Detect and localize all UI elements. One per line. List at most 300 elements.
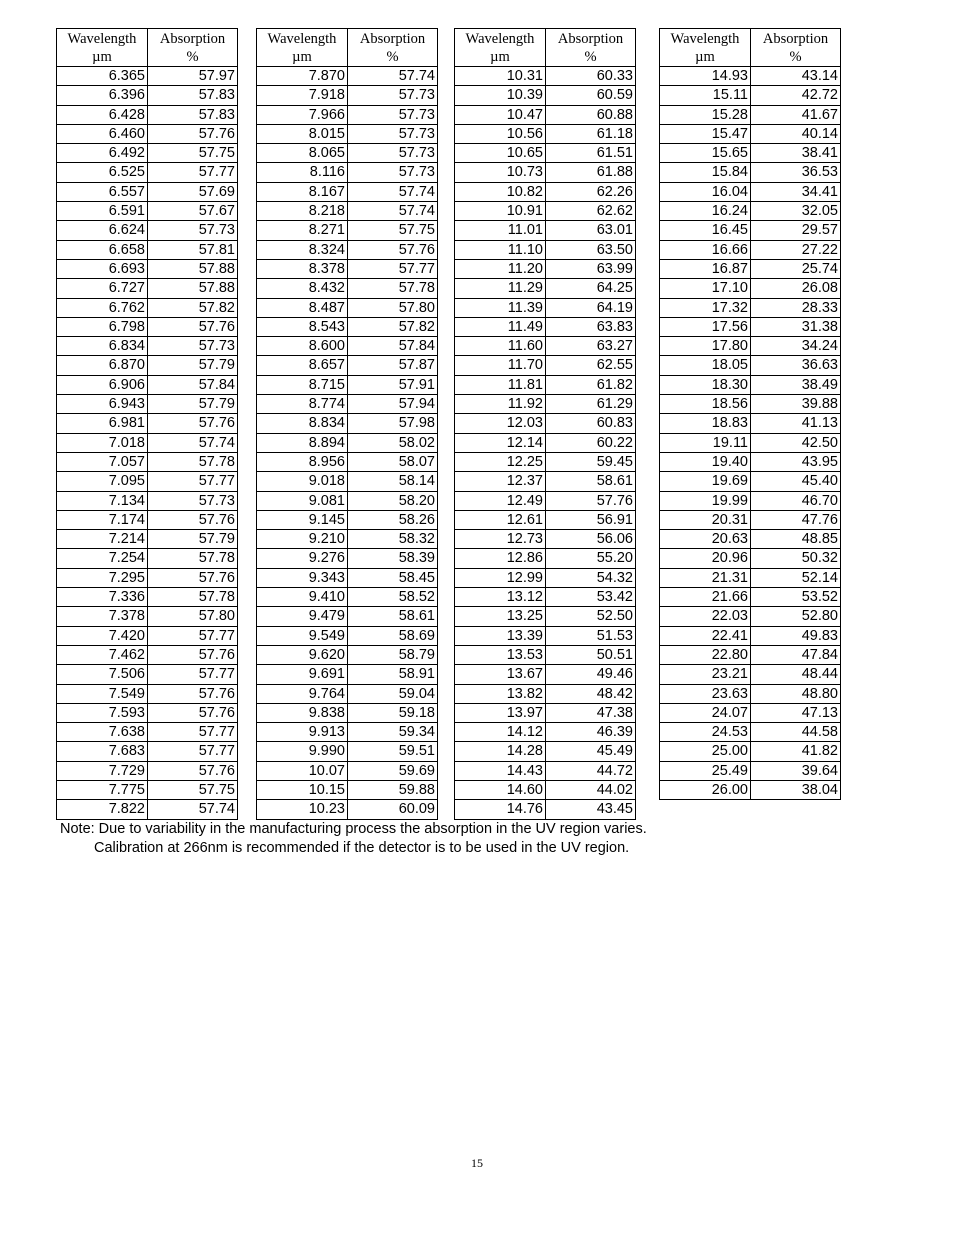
table-row xyxy=(257,549,438,568)
table-row xyxy=(57,568,238,587)
wavelength-cell: 7.420 xyxy=(57,626,148,645)
wavelength-cell: 14.28 xyxy=(455,742,546,761)
table-row xyxy=(257,67,438,86)
wavelength-cell: 6.591 xyxy=(57,202,148,221)
wavelength-cell: 8.324 xyxy=(257,240,348,259)
table-row xyxy=(660,375,841,394)
absorption-cell: 60.22 xyxy=(546,433,636,452)
wavelength-cell: 11.39 xyxy=(455,298,546,317)
wavelength-cell: 8.065 xyxy=(257,144,348,163)
table-row xyxy=(57,645,238,664)
wavelength-cell: 10.31 xyxy=(455,67,546,86)
wavelength-cell: 11.20 xyxy=(455,259,546,278)
table-row xyxy=(660,163,841,182)
wavelength-cell: 25.00 xyxy=(660,742,751,761)
absorption-cell: 58.32 xyxy=(348,530,438,549)
table-row xyxy=(455,279,636,298)
absorption-cell: 48.85 xyxy=(751,530,841,549)
wavelength-cell: 13.82 xyxy=(455,684,546,703)
absorption-cell: 48.80 xyxy=(751,684,841,703)
wavelength-cell: 6.365 xyxy=(57,67,148,86)
table-row xyxy=(660,67,841,86)
wavelength-cell: 22.41 xyxy=(660,626,751,645)
wavelength-cell: 9.913 xyxy=(257,723,348,742)
wavelength-cell: 12.25 xyxy=(455,452,546,471)
absorption-cell: 41.67 xyxy=(751,105,841,124)
absorption-cell: 31.38 xyxy=(751,317,841,336)
wavelength-cell: 11.01 xyxy=(455,221,546,240)
table-row xyxy=(57,356,238,375)
wavelength-cell: 8.774 xyxy=(257,395,348,414)
absorption-cell: 60.09 xyxy=(348,800,438,819)
wavelength-cell: 18.05 xyxy=(660,356,751,375)
table-row xyxy=(57,67,238,86)
wavelength-cell: 10.39 xyxy=(455,86,546,105)
table-row xyxy=(57,375,238,394)
table-row xyxy=(455,742,636,761)
wavelength-cell: 12.49 xyxy=(455,491,546,510)
absorption-cell: 57.82 xyxy=(148,298,238,317)
absorption-cell: 36.53 xyxy=(751,163,841,182)
table-row xyxy=(257,472,438,491)
absorption-cell: 57.69 xyxy=(148,182,238,201)
wavelength-cell: 8.271 xyxy=(257,221,348,240)
wavelength-cell: 13.39 xyxy=(455,626,546,645)
absorption-cell: 43.14 xyxy=(751,67,841,86)
absorption-cell: 57.97 xyxy=(148,67,238,86)
table-row xyxy=(455,568,636,587)
wavelength-cell: 17.80 xyxy=(660,337,751,356)
absorption-cell: 49.83 xyxy=(751,626,841,645)
table-row xyxy=(455,182,636,201)
table-row xyxy=(57,607,238,626)
wavelength-cell: 8.543 xyxy=(257,317,348,336)
table-row xyxy=(57,703,238,722)
absorption-cell: 50.32 xyxy=(751,549,841,568)
wavelength-cell: 6.834 xyxy=(57,337,148,356)
wavelength-cell: 9.620 xyxy=(257,645,348,664)
table-row xyxy=(455,800,636,819)
wavelength-cell: 10.65 xyxy=(455,144,546,163)
absorption-cell: 61.29 xyxy=(546,395,636,414)
table-row xyxy=(257,703,438,722)
absorption-cell: 40.14 xyxy=(751,124,841,143)
wavelength-cell: 12.14 xyxy=(455,433,546,452)
table-row xyxy=(57,433,238,452)
table-row xyxy=(660,491,841,510)
wavelength-cell: 17.56 xyxy=(660,317,751,336)
table-row xyxy=(257,491,438,510)
absorption-cell: 44.58 xyxy=(751,723,841,742)
wavelength-cell: 18.30 xyxy=(660,375,751,394)
table-row xyxy=(57,780,238,799)
wavelength-cell: 14.43 xyxy=(455,761,546,780)
wavelength-cell: 13.12 xyxy=(455,588,546,607)
wavelength-cell: 23.21 xyxy=(660,665,751,684)
table-row xyxy=(455,433,636,452)
wavelength-cell: 7.506 xyxy=(57,665,148,684)
wavelength-cell: 23.63 xyxy=(660,684,751,703)
absorption-cell: 57.79 xyxy=(148,530,238,549)
wavelength-cell: 7.214 xyxy=(57,530,148,549)
table-row xyxy=(57,298,238,317)
table-row xyxy=(660,530,841,549)
wavelength-cell: 7.462 xyxy=(57,645,148,664)
table-row xyxy=(257,645,438,664)
absorption-cell: 57.94 xyxy=(348,395,438,414)
wavelength-header: Wavelength µm xyxy=(455,29,546,67)
table-row xyxy=(660,317,841,336)
table-row xyxy=(257,259,438,278)
table-row xyxy=(455,163,636,182)
absorption-cell: 43.95 xyxy=(751,452,841,471)
absorption-cell: 36.63 xyxy=(751,356,841,375)
wavelength-cell: 10.73 xyxy=(455,163,546,182)
table-row xyxy=(57,684,238,703)
footnote-line-1: Note: Due to variability in the manufacturing process the absorption in the UV region varies. xyxy=(60,821,647,837)
table-row xyxy=(660,588,841,607)
absorption-cell: 44.72 xyxy=(546,761,636,780)
table-row xyxy=(57,723,238,742)
absorption-cell: 52.50 xyxy=(546,607,636,626)
wavelength-cell: 7.729 xyxy=(57,761,148,780)
absorption-cell: 25.74 xyxy=(751,259,841,278)
table-row xyxy=(257,723,438,742)
wavelength-cell: 8.600 xyxy=(257,337,348,356)
table-row xyxy=(257,356,438,375)
absorption-cell: 59.45 xyxy=(546,452,636,471)
wavelength-cell: 8.956 xyxy=(257,452,348,471)
wavelength-cell: 20.31 xyxy=(660,510,751,529)
absorption-cell: 63.83 xyxy=(546,317,636,336)
table-row xyxy=(57,202,238,221)
absorption-cell: 63.50 xyxy=(546,240,636,259)
absorption-cell: 63.27 xyxy=(546,337,636,356)
wavelength-cell: 6.798 xyxy=(57,317,148,336)
wavelength-cell: 7.549 xyxy=(57,684,148,703)
absorption-header: Absorption % xyxy=(148,29,238,67)
wavelength-cell: 9.210 xyxy=(257,530,348,549)
absorption-table-2 xyxy=(256,28,438,820)
absorption-cell: 57.83 xyxy=(148,86,238,105)
table-row xyxy=(660,337,841,356)
wavelength-cell: 9.764 xyxy=(257,684,348,703)
wavelength-cell: 7.134 xyxy=(57,491,148,510)
wavelength-cell: 6.525 xyxy=(57,163,148,182)
absorption-cell: 41.13 xyxy=(751,414,841,433)
wavelength-cell: 24.53 xyxy=(660,723,751,742)
absorption-cell: 59.88 xyxy=(348,780,438,799)
table-row xyxy=(660,433,841,452)
absorption-cell: 62.26 xyxy=(546,182,636,201)
table-row xyxy=(660,124,841,143)
wavelength-cell: 8.657 xyxy=(257,356,348,375)
table-row xyxy=(257,665,438,684)
table-row xyxy=(455,124,636,143)
wavelength-header: Wavelength µm xyxy=(660,29,751,67)
wavelength-cell: 12.73 xyxy=(455,530,546,549)
table-row xyxy=(257,375,438,394)
wavelength-header: Wavelength µm xyxy=(257,29,348,67)
wavelength-cell: 7.870 xyxy=(257,67,348,86)
table-row xyxy=(57,414,238,433)
table-row xyxy=(455,607,636,626)
table-row xyxy=(57,530,238,549)
absorption-cell: 51.53 xyxy=(546,626,636,645)
absorption-cell: 57.82 xyxy=(348,317,438,336)
wavelength-cell: 7.057 xyxy=(57,452,148,471)
table-row xyxy=(57,317,238,336)
absorption-cell: 29.57 xyxy=(751,221,841,240)
table-row xyxy=(455,202,636,221)
table-row xyxy=(660,568,841,587)
table-row xyxy=(57,279,238,298)
table-row xyxy=(257,530,438,549)
wavelength-cell: 10.56 xyxy=(455,124,546,143)
table-row xyxy=(57,259,238,278)
wavelength-cell: 15.84 xyxy=(660,163,751,182)
table-row xyxy=(257,684,438,703)
table-row xyxy=(257,124,438,143)
absorption-cell: 41.82 xyxy=(751,742,841,761)
table-row xyxy=(455,491,636,510)
absorption-cell: 34.41 xyxy=(751,182,841,201)
absorption-cell: 63.99 xyxy=(546,259,636,278)
absorption-cell: 45.49 xyxy=(546,742,636,761)
absorption-cell: 57.78 xyxy=(148,549,238,568)
absorption-cell: 60.88 xyxy=(546,105,636,124)
absorption-cell: 57.73 xyxy=(348,163,438,182)
table-row xyxy=(660,510,841,529)
absorption-cell: 58.26 xyxy=(348,510,438,529)
table-row xyxy=(57,452,238,471)
absorption-cell: 61.51 xyxy=(546,144,636,163)
absorption-cell: 52.80 xyxy=(751,607,841,626)
absorption-cell: 58.14 xyxy=(348,472,438,491)
table-row xyxy=(660,414,841,433)
table-row xyxy=(57,742,238,761)
absorption-cell: 63.01 xyxy=(546,221,636,240)
wavelength-cell: 7.336 xyxy=(57,588,148,607)
absorption-table-4 xyxy=(659,28,841,800)
absorption-cell: 57.77 xyxy=(348,259,438,278)
absorption-cell: 58.02 xyxy=(348,433,438,452)
absorption-cell: 46.39 xyxy=(546,723,636,742)
absorption-cell: 49.46 xyxy=(546,665,636,684)
absorption-cell: 57.98 xyxy=(348,414,438,433)
table-row xyxy=(455,317,636,336)
wavelength-cell: 17.10 xyxy=(660,279,751,298)
table-row xyxy=(257,452,438,471)
wavelength-cell: 6.943 xyxy=(57,395,148,414)
wavelength-cell: 13.67 xyxy=(455,665,546,684)
table-row xyxy=(455,588,636,607)
table-row xyxy=(660,607,841,626)
wavelength-cell: 14.93 xyxy=(660,67,751,86)
absorption-cell: 58.52 xyxy=(348,588,438,607)
table-row xyxy=(660,452,841,471)
absorption-cell: 64.19 xyxy=(546,298,636,317)
absorption-cell: 57.77 xyxy=(148,723,238,742)
wavelength-cell: 13.25 xyxy=(455,607,546,626)
absorption-cell: 44.02 xyxy=(546,780,636,799)
absorption-cell: 55.20 xyxy=(546,549,636,568)
absorption-cell: 58.61 xyxy=(546,472,636,491)
wavelength-cell: 7.095 xyxy=(57,472,148,491)
absorption-cell: 59.34 xyxy=(348,723,438,742)
table-row xyxy=(660,221,841,240)
table-row xyxy=(257,433,438,452)
table-row xyxy=(455,337,636,356)
table-row xyxy=(57,800,238,819)
wavelength-cell: 9.145 xyxy=(257,510,348,529)
table-row xyxy=(57,588,238,607)
table-row xyxy=(57,395,238,414)
wavelength-cell: 9.081 xyxy=(257,491,348,510)
absorption-cell: 38.04 xyxy=(751,780,841,799)
wavelength-cell: 12.99 xyxy=(455,568,546,587)
absorption-cell: 57.78 xyxy=(148,452,238,471)
table-row xyxy=(455,665,636,684)
wavelength-cell: 22.03 xyxy=(660,607,751,626)
wavelength-cell: 7.683 xyxy=(57,742,148,761)
wavelength-cell: 6.428 xyxy=(57,105,148,124)
absorption-cell: 60.83 xyxy=(546,414,636,433)
absorption-header: Absorption % xyxy=(348,29,438,67)
wavelength-cell: 13.97 xyxy=(455,703,546,722)
table-row xyxy=(57,163,238,182)
table-row xyxy=(257,202,438,221)
absorption-cell: 62.62 xyxy=(546,202,636,221)
table-row xyxy=(660,645,841,664)
table-row xyxy=(57,105,238,124)
absorption-cell: 57.74 xyxy=(348,202,438,221)
wavelength-cell: 26.00 xyxy=(660,780,751,799)
wavelength-cell: 14.76 xyxy=(455,800,546,819)
absorption-cell: 58.79 xyxy=(348,645,438,664)
wavelength-cell: 10.07 xyxy=(257,761,348,780)
absorption-cell: 57.75 xyxy=(348,221,438,240)
absorption-cell: 26.08 xyxy=(751,279,841,298)
wavelength-cell: 8.834 xyxy=(257,414,348,433)
table-row xyxy=(57,761,238,780)
table-row xyxy=(257,298,438,317)
absorption-cell: 46.70 xyxy=(751,491,841,510)
wavelength-cell: 13.53 xyxy=(455,645,546,664)
wavelength-cell: 6.557 xyxy=(57,182,148,201)
wavelength-cell: 8.715 xyxy=(257,375,348,394)
wavelength-cell: 12.03 xyxy=(455,414,546,433)
wavelength-cell: 16.45 xyxy=(660,221,751,240)
table-row xyxy=(257,780,438,799)
wavelength-cell: 6.906 xyxy=(57,375,148,394)
table-row xyxy=(455,510,636,529)
absorption-cell: 42.72 xyxy=(751,86,841,105)
wavelength-cell: 6.492 xyxy=(57,144,148,163)
absorption-cell: 58.07 xyxy=(348,452,438,471)
absorption-cell: 57.73 xyxy=(348,105,438,124)
table-row xyxy=(455,356,636,375)
wavelength-cell: 11.70 xyxy=(455,356,546,375)
absorption-cell: 58.45 xyxy=(348,568,438,587)
absorption-cell: 58.69 xyxy=(348,626,438,645)
table-row xyxy=(455,530,636,549)
wavelength-cell: 7.918 xyxy=(257,86,348,105)
table-row xyxy=(455,549,636,568)
absorption-header: Absorption % xyxy=(546,29,636,67)
footnote-line-2: Calibration at 266nm is recommended if the detector is to be used in the UV region. xyxy=(94,840,630,856)
table-row xyxy=(257,607,438,626)
absorption-cell: 57.75 xyxy=(148,144,238,163)
wavelength-cell: 22.80 xyxy=(660,645,751,664)
wavelength-cell: 7.822 xyxy=(57,800,148,819)
absorption-cell: 57.78 xyxy=(348,279,438,298)
table-row xyxy=(57,491,238,510)
table-row xyxy=(660,356,841,375)
table-row xyxy=(455,645,636,664)
wavelength-cell: 9.990 xyxy=(257,742,348,761)
wavelength-cell: 21.66 xyxy=(660,588,751,607)
table-row xyxy=(660,259,841,278)
absorption-cell: 57.91 xyxy=(348,375,438,394)
table-row xyxy=(57,124,238,143)
absorption-cell: 45.40 xyxy=(751,472,841,491)
page-number: 15 xyxy=(471,1156,483,1170)
absorption-cell: 57.74 xyxy=(348,182,438,201)
absorption-header: Absorption % xyxy=(751,29,841,67)
table-row xyxy=(660,626,841,645)
table-row xyxy=(257,144,438,163)
wavelength-cell: 15.65 xyxy=(660,144,751,163)
table-row xyxy=(660,202,841,221)
wavelength-cell: 11.49 xyxy=(455,317,546,336)
table-row xyxy=(660,105,841,124)
absorption-cell: 57.76 xyxy=(148,317,238,336)
absorption-cell: 57.74 xyxy=(148,433,238,452)
table-row xyxy=(57,549,238,568)
table-row xyxy=(455,761,636,780)
wavelength-cell: 12.86 xyxy=(455,549,546,568)
absorption-cell: 34.24 xyxy=(751,337,841,356)
table-row xyxy=(660,684,841,703)
absorption-cell: 47.84 xyxy=(751,645,841,664)
table-row xyxy=(57,510,238,529)
table-row xyxy=(455,298,636,317)
absorption-cell: 57.74 xyxy=(148,800,238,819)
table-row xyxy=(57,182,238,201)
absorption-cell: 57.73 xyxy=(348,86,438,105)
table-row xyxy=(57,472,238,491)
table-row xyxy=(257,510,438,529)
absorption-cell: 32.05 xyxy=(751,202,841,221)
wavelength-cell: 19.40 xyxy=(660,452,751,471)
absorption-cell: 59.04 xyxy=(348,684,438,703)
wavelength-cell: 24.07 xyxy=(660,703,751,722)
table-row xyxy=(257,337,438,356)
wavelength-cell: 18.83 xyxy=(660,414,751,433)
wavelength-cell: 9.410 xyxy=(257,588,348,607)
absorption-cell: 57.67 xyxy=(148,202,238,221)
absorption-cell: 57.79 xyxy=(148,356,238,375)
wavelength-cell: 6.762 xyxy=(57,298,148,317)
table-row xyxy=(455,259,636,278)
table-row xyxy=(455,780,636,799)
table-row xyxy=(257,588,438,607)
wavelength-cell: 10.23 xyxy=(257,800,348,819)
wavelength-cell: 10.82 xyxy=(455,182,546,201)
wavelength-cell: 14.60 xyxy=(455,780,546,799)
table-row xyxy=(660,665,841,684)
